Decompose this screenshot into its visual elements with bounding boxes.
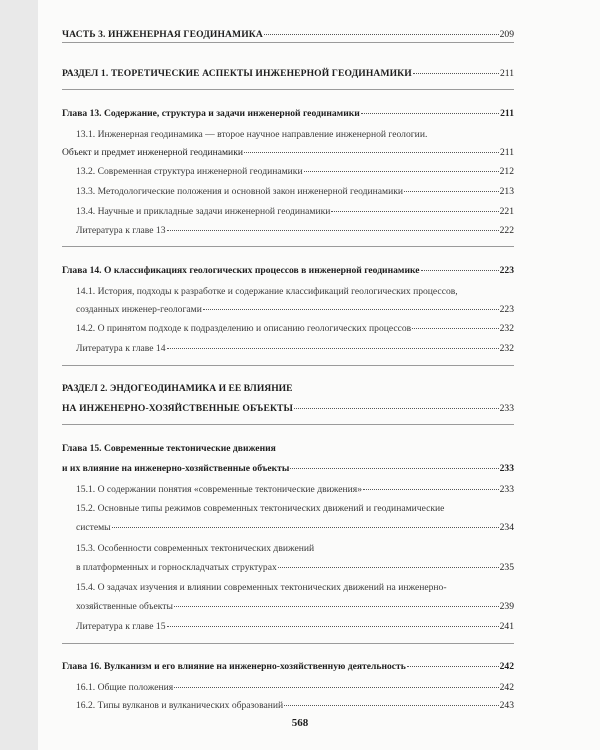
toc-entry-page: 221 — [499, 206, 514, 217]
toc-entry-page: 223 — [499, 265, 514, 276]
toc-leader-dots — [290, 468, 498, 469]
toc-entry-16-2[interactable] — [76, 700, 514, 712]
toc-leader-dots — [407, 666, 499, 667]
toc-entry-14-2[interactable] — [76, 323, 514, 335]
toc-entry-page: 235 — [499, 562, 514, 573]
toc-divider — [62, 365, 514, 366]
toc-entry-16-1[interactable] — [76, 682, 514, 694]
toc-entry-page: 232 — [499, 343, 514, 354]
toc-entry-page: 211 — [500, 108, 514, 119]
toc-entry-page: 223 — [499, 304, 514, 315]
toc-entry-title: 16.1. Общие положения — [76, 682, 174, 693]
toc-entry-14-1-line1[interactable]: 14.1. История, подходы к разработке и содержание классификаций геологических процессов, — [76, 286, 458, 297]
toc-leader-dots — [167, 626, 499, 627]
toc-leader-dots — [294, 408, 499, 409]
toc-entry-literature-14[interactable] — [76, 343, 514, 355]
toc-entry-page: 211 — [499, 147, 514, 158]
toc-entry-section-1[interactable] — [62, 68, 514, 80]
toc-entry-page: 242 — [499, 661, 514, 672]
toc-entry-title: системы — [76, 522, 111, 533]
toc-divider — [62, 246, 514, 247]
toc-entry-15-2[interactable] — [76, 522, 514, 534]
toc-divider — [62, 42, 514, 43]
toc-entry-title: 13.3. Методологические положения и основной закон инженерной геодинамики — [76, 186, 404, 197]
toc-entry-page: 243 — [499, 700, 514, 711]
toc-entry-title: Глава 14. О классификациях геологических процессов в инженерной геодинамике — [62, 265, 420, 276]
toc-divider — [62, 643, 514, 644]
toc-entry-title: 13.4. Научные и прикладные задачи инженерной геодинамики — [76, 206, 331, 217]
toc-entry-title: 15.1. О содержании понятия «современные тектонические движения» — [76, 484, 362, 495]
toc-entry-title: созданных инженер-геологами — [76, 304, 202, 315]
toc-leader-dots — [284, 705, 498, 706]
toc-leader-dots — [413, 73, 499, 74]
toc-entry-15-3-line1[interactable]: 15.3. Особенности современных тектонических движений — [76, 543, 315, 554]
toc-entry-15-2-line1[interactable]: 15.2. Основные типы режимов современных тектонических движений и геодинамические — [76, 503, 445, 514]
toc-entry-15-4[interactable] — [76, 601, 514, 613]
toc-leader-dots — [363, 489, 499, 490]
toc-entry-13-4[interactable] — [76, 206, 514, 218]
toc-leader-dots — [174, 687, 498, 688]
toc-leader-dots — [167, 230, 499, 231]
toc-entry-title: НА ИНЖЕНЕРНО-ХОЗЯЙСТВЕННЫЕ ОБЪЕКТЫ — [62, 403, 294, 414]
toc-entry-15-1[interactable] — [76, 484, 514, 496]
toc-entry-title: Глава 16. Вулканизм и его влияние на инженерно-хозяйственную деятельность — [62, 661, 406, 672]
toc-entry-14-1[interactable] — [76, 304, 514, 316]
toc-entry-part-3[interactable] — [62, 29, 514, 41]
toc-entry-page: 241 — [499, 621, 514, 632]
toc-leader-dots — [331, 211, 498, 212]
toc-entry-page: 233 — [499, 463, 514, 474]
toc-entry-title: 14.2. О принятом подходе к подразделению и описанию геологических процессов — [76, 323, 412, 334]
toc-divider — [62, 424, 514, 425]
toc-entry-title: Литература к главе 14 — [76, 343, 166, 354]
toc-entry-page: 209 — [499, 29, 514, 40]
toc-entry-chapter-15[interactable] — [62, 463, 514, 475]
toc-entry-title: Объект и предмет инженерной геодинамики — [62, 147, 243, 158]
toc-entry-13-1[interactable] — [62, 147, 514, 159]
toc-entry-page: 239 — [499, 601, 514, 612]
toc-entry-title: Литература к главе 15 — [76, 621, 166, 632]
toc-entry-section-2-line1[interactable]: РАЗДЕЛ 2. ЭНДОГЕОДИНАМИКА И ЕЕ ВЛИЯНИЕ — [62, 383, 293, 394]
toc-leader-dots — [278, 567, 499, 568]
toc-entry-page: 213 — [499, 186, 514, 197]
toc-entry-literature-13[interactable] — [76, 225, 514, 237]
toc-entry-page: 211 — [499, 68, 514, 79]
toc-entry-section-2[interactable] — [62, 403, 514, 415]
toc-entry-chapter-14[interactable] — [62, 265, 514, 277]
toc-entry-title: 13.2. Современная структура инженерной геодинамики — [76, 166, 303, 177]
toc-entry-title: 16.2. Типы вулканов и вулканических образований — [76, 700, 284, 711]
page-number: 568 — [291, 717, 309, 729]
toc-entry-title: РАЗДЕЛ 1. ТЕОРЕТИЧЕСКИЕ АСПЕКТЫ ИНЖЕНЕРНОЙ ГЕОДИНАМИКИ — [62, 68, 412, 79]
toc-entry-page: 212 — [499, 166, 514, 177]
toc-leader-dots — [304, 171, 499, 172]
toc-entry-chapter-15-line1[interactable]: Глава 15. Современные тектонические движения — [62, 443, 276, 454]
toc-leader-dots — [112, 527, 499, 528]
toc-entry-chapter-13[interactable] — [62, 108, 514, 120]
toc-entry-13-2[interactable] — [76, 166, 514, 178]
toc-entry-page: 234 — [499, 522, 514, 533]
toc-entry-title: в платформенных и горноскладчатых структурах — [76, 562, 277, 573]
toc-entry-15-3[interactable] — [76, 562, 514, 574]
toc-entry-page: 232 — [499, 323, 514, 334]
toc-leader-dots — [421, 270, 499, 271]
toc-entry-page: 242 — [499, 682, 514, 693]
toc-entry-page: 233 — [499, 484, 514, 495]
toc-leader-dots — [167, 348, 499, 349]
toc-leader-dots — [412, 328, 498, 329]
toc-leader-dots — [404, 191, 499, 192]
toc-leader-dots — [244, 152, 499, 153]
toc-leader-dots — [203, 309, 499, 310]
toc-entry-title: Литература к главе 13 — [76, 225, 166, 236]
toc-entry-page: 233 — [499, 403, 514, 414]
toc-entry-title: Глава 13. Содержание, структура и задачи инженерной геодинамики — [62, 108, 360, 119]
toc-entry-13-3[interactable] — [76, 186, 514, 198]
toc-entry-title: хозяйственные объекты — [76, 601, 173, 612]
toc-divider — [62, 89, 514, 90]
toc-leader-dots — [174, 606, 499, 607]
toc-leader-dots — [361, 113, 499, 114]
toc-entry-title: и их влияние на инженерно-хозяйственные объекты — [62, 463, 290, 474]
toc-entry-chapter-16[interactable] — [62, 661, 514, 673]
toc-entry-title: ЧАСТЬ 3. ИНЖЕНЕРНАЯ ГЕОДИНАМИКА — [62, 29, 263, 40]
toc-entry-15-4-line1[interactable]: 15.4. О задачах изучения и влиянии современных тектонических движений на инженерно- — [76, 582, 447, 593]
toc-entry-page: 222 — [499, 225, 514, 236]
toc-entry-13-1-line1[interactable]: 13.1. Инженерная геодинамика — второе научное направление инженерной геологии. — [76, 129, 428, 140]
toc-leader-dots — [264, 34, 499, 35]
toc-entry-literature-15[interactable] — [76, 621, 514, 633]
